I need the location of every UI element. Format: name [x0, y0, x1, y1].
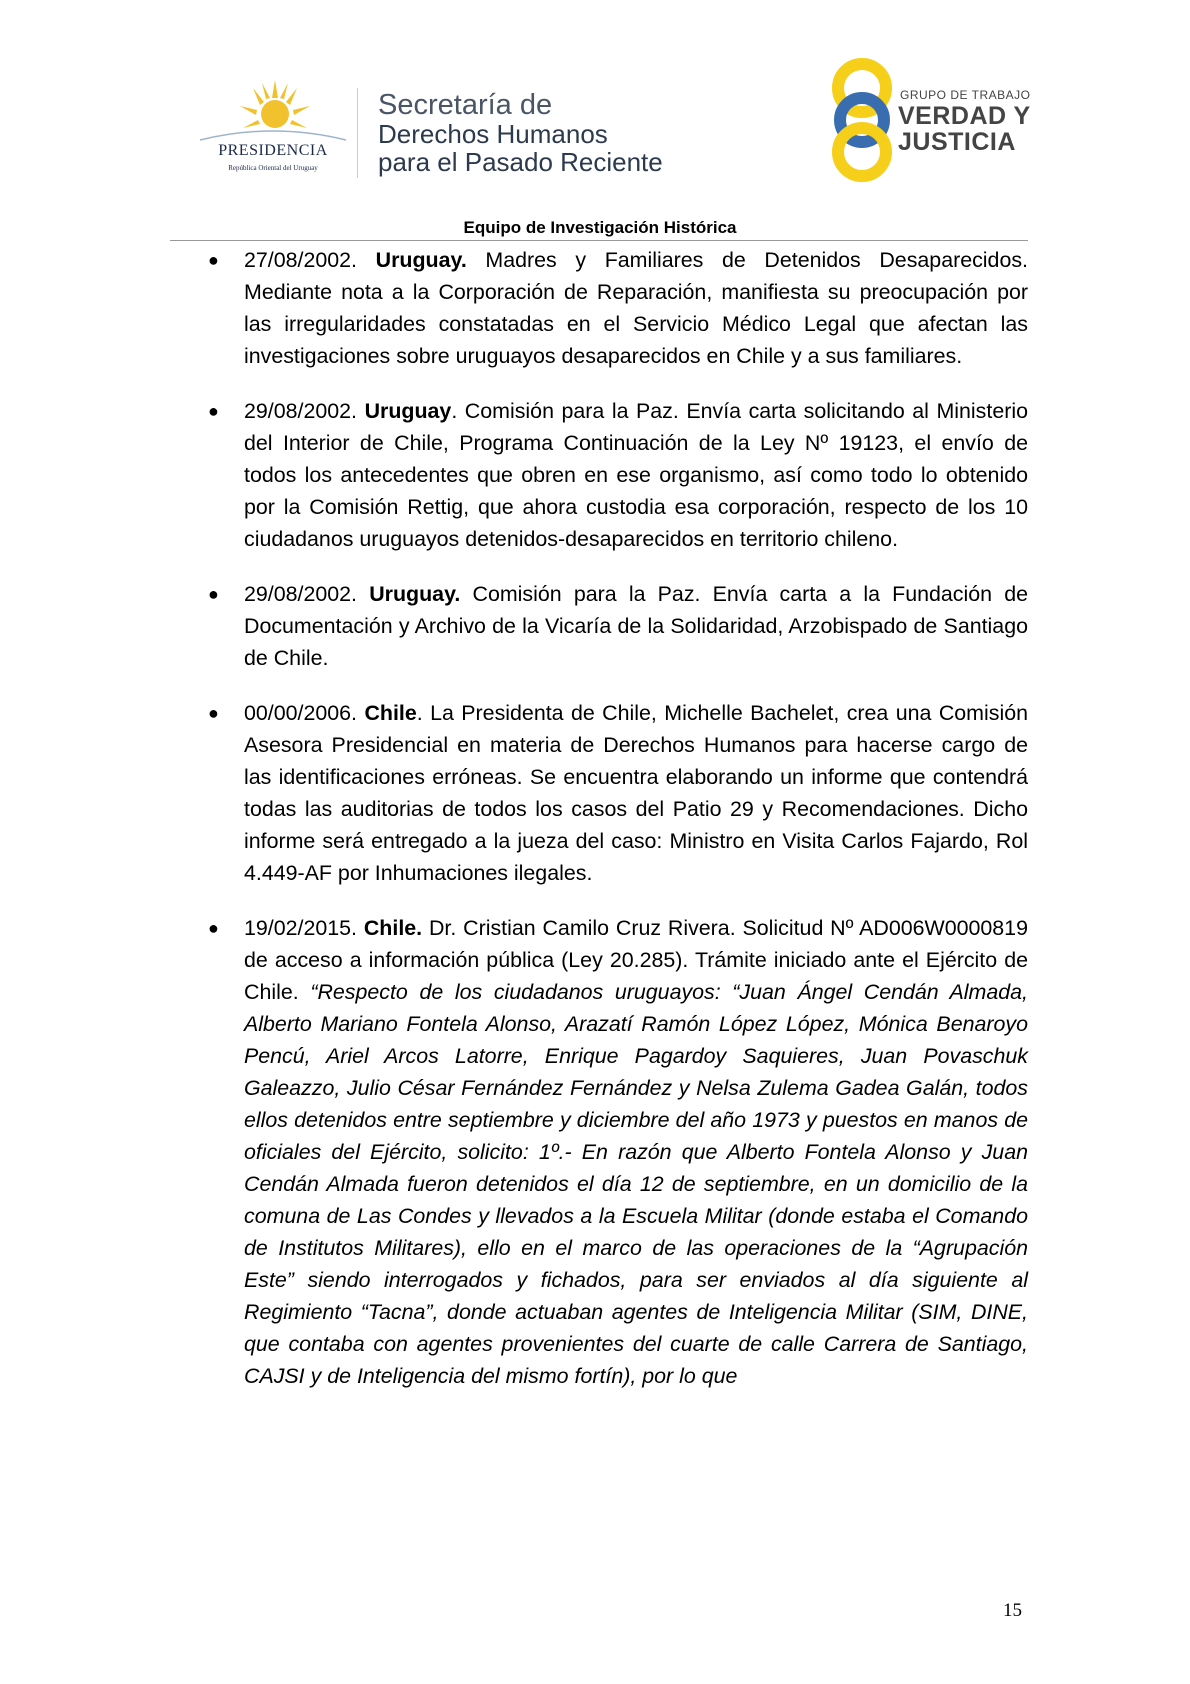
secretaria-title	[378, 90, 663, 176]
presidencia-subtitle: República Oriental del Uruguay	[228, 164, 318, 172]
bullet: ●	[208, 584, 219, 604]
entry-country: Chile	[364, 701, 417, 725]
list-item	[208, 912, 1028, 1392]
secretaria-line-2: Derechos Humanos	[378, 119, 608, 149]
entry-date: 29/08/2002.	[244, 582, 358, 606]
list-item	[208, 244, 1028, 372]
entry-country: Uruguay.	[369, 582, 461, 606]
rings-icon	[826, 58, 898, 183]
list-item	[208, 395, 1028, 555]
verdad-justicia-logo	[826, 58, 1046, 183]
logo-divider	[357, 88, 358, 178]
presidencia-logo	[198, 80, 348, 180]
entry-text: Comisión para la Paz. Envía carta a la Fundación de Documentación y Archivo de la Vicaría de la Solidaridad, Arzobispado de Santiago de Chile.	[244, 582, 1029, 670]
bullet: ●	[208, 918, 219, 938]
secretaria-line-1: Secretaría de	[378, 89, 553, 121]
header-rule	[170, 240, 1028, 241]
bullet: ●	[208, 703, 219, 723]
entry-date: 29/08/2002.	[244, 399, 358, 423]
entry-date: 19/02/2015.	[244, 916, 358, 940]
entry-date: 00/00/2006.	[244, 701, 358, 725]
entry-country: Chile.	[363, 916, 423, 940]
page-number: 15	[1003, 1600, 1022, 1621]
entry-text: . La Presidenta de Chile, Michelle Bachelet, crea una Comisión Asesora Presidencial en materia de Derechos Humanos para hacerse cargo de las identificaciones erróneas. Se encuentra elaborando un informe que contendrá todas las auditorias de todos los casos del Patio 29 y Recomendaciones. Dicho informe será entregado a la jueza del caso: Ministro en Visita Carlos Fajardo, Rol 4.449-AF por Inhumaciones ilegales.	[244, 701, 1028, 885]
entry-country: Uruguay	[364, 399, 452, 423]
entry-country: Uruguay.	[375, 248, 467, 272]
entries-list	[208, 244, 1028, 1415]
bullet: ●	[208, 401, 219, 421]
secretaria-line-3: para el Pasado Reciente	[378, 147, 663, 177]
entry-text: Madres y Familiares de Detenidos Desaparecidos. Mediante nota a la Corporación de Reparación, manifiesta su preocupación por las irregularidades constatadas en el Servicio Médico Legal que afectan las investigaciones sobre uruguayos desaparecidos en Chile y a sus familiares.	[244, 248, 1028, 368]
bullet: ●	[208, 250, 219, 270]
grupo-title-1: VERDAD Y	[898, 102, 1031, 130]
page-header	[0, 0, 1190, 240]
presidencia-name: PRESIDENCIA	[218, 142, 328, 159]
list-item	[208, 578, 1028, 674]
entry-date: 27/08/2002.	[244, 248, 358, 272]
grupo-title-2: JUSTICIA	[898, 128, 1016, 156]
entry-text: Dr. Cristian Camilo Cruz Rivera. Solicitud Nº AD006W0000819 de acceso a información pública (Ley 20.285). Trámite iniciado ante el Ejército de Chile.	[244, 916, 1028, 1004]
team-title: Equipo de Investigación Histórica	[463, 218, 737, 237]
arc-decoration	[198, 126, 348, 142]
entry-quote: “Respecto de los ciudadanos uruguayos: “Juan Ángel Cendán Almada, Alberto Mariano Fontela Alonso, Arazatí Ramón López López, Mónica Benaroyo Pencú, Ariel Arcos Latorre, Enrique Pagardoy Saquieres, Juan Povaschuk Galeazzo, Julio César Fernández Fernández y Nelsa Zulema Gadea Galán, todos ellos detenidos entre septiembre y diciembre del año 1973 y puestos en manos de oficiales del Ejército, solicito: 1º.- En razón que Alberto Fontela Alonso y Juan Cendán Almada fueron detenidos el día 12 de septiembre, en un domicilio de la comuna de Las Condes y llevados a la Escuela Militar (donde estaba el Comando de Institutos Militares), ello en el marco de las operaciones de la “Agrupación Este” siendo interrogados y fichados, para ser enviados al día siguiente al Regimiento “Tacna”, donde actuaban agentes de Inteligencia Militar (SIM, DINE, que contaba con agentes provenientes del cuarte de calle Carrera de Santiago, CAJSI y de Inteligencia del mismo fortín), por lo que	[244, 980, 1028, 1388]
list-item	[208, 697, 1028, 889]
grupo-label: GRUPO DE TRABAJO	[900, 88, 1031, 102]
entry-text: . Comisión para la Paz. Envía carta solicitando al Ministerio del Interior de Chile, Programa Continuación de la Ley Nº 19123, el envío de todos los antecedentes que obren en ese organismo, así como todo lo obtenido por la Comisión Rettig, que ahora custodia esa corporación, respecto de los 10 ciudadanos uruguayos detenidos-desaparecidos en territorio chileno.	[244, 399, 1028, 551]
